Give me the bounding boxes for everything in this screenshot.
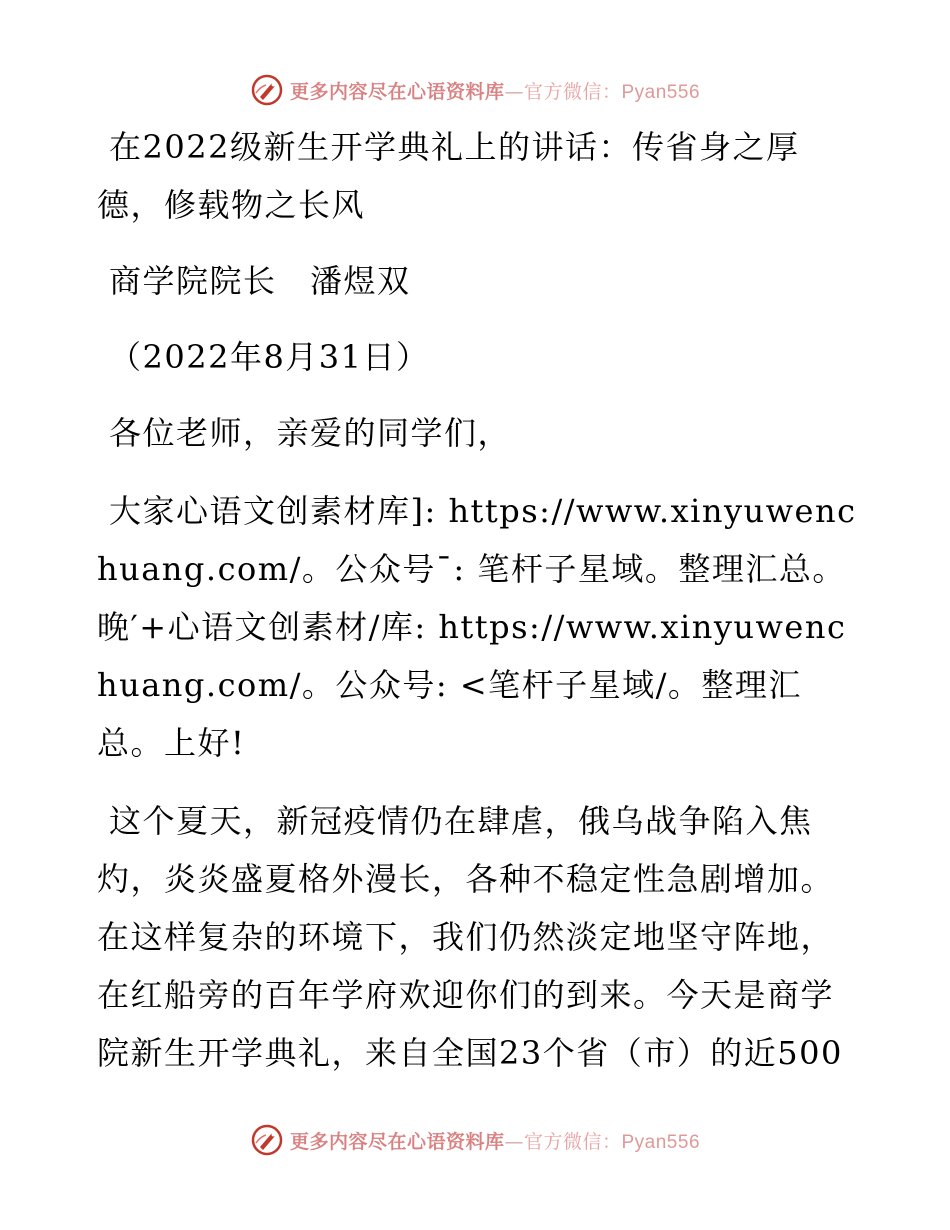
document-body [97,118,857,1102]
document-paragraph-2: 这个夏天，新冠疫情仍在肆虐，俄乌战争陷入焦灼，炎炎盛夏格外漫长，各种不稳定性急剧增加。在这样复杂的环境下，我们仍然淡定地坚守阵地，在红船旁的百年学府欢迎你们的到来。今天是商学院新生开学典礼，来自全国23个省（市）的近500 [97,802,843,1072]
pen-nib-logo-icon [250,1123,284,1157]
watermark-text: 更多内容尽在心语资料库—官方微信：Pyan556 [289,80,701,103]
watermark-text: 更多内容尽在心语资料库—官方微信：Pyan556 [289,1130,701,1153]
document-title: 在2022级新生开学典礼上的讲话：传省身之厚德，修载物之长风 [97,128,800,224]
document-date: （2022年8月31日） [109,338,430,376]
footer-watermark [0,1120,950,1160]
document-paragraph-1: 大家心语文创素材库]: https://www.xinyuwenchuang.com/。公众号¯: 笔杆子星域。整理汇总。晚′+心语文创素材/库: https://www.xinyuwenchuang.com/。公众号: <笔杆子星域/。整理汇总。上好! [97,492,857,762]
document-greeting: 各位老师，亲爱的同学们， [109,414,512,452]
header-watermark [0,70,950,110]
pen-nib-logo-icon [250,73,284,107]
document-author: 商学院院长 潘煜双 [109,262,411,300]
